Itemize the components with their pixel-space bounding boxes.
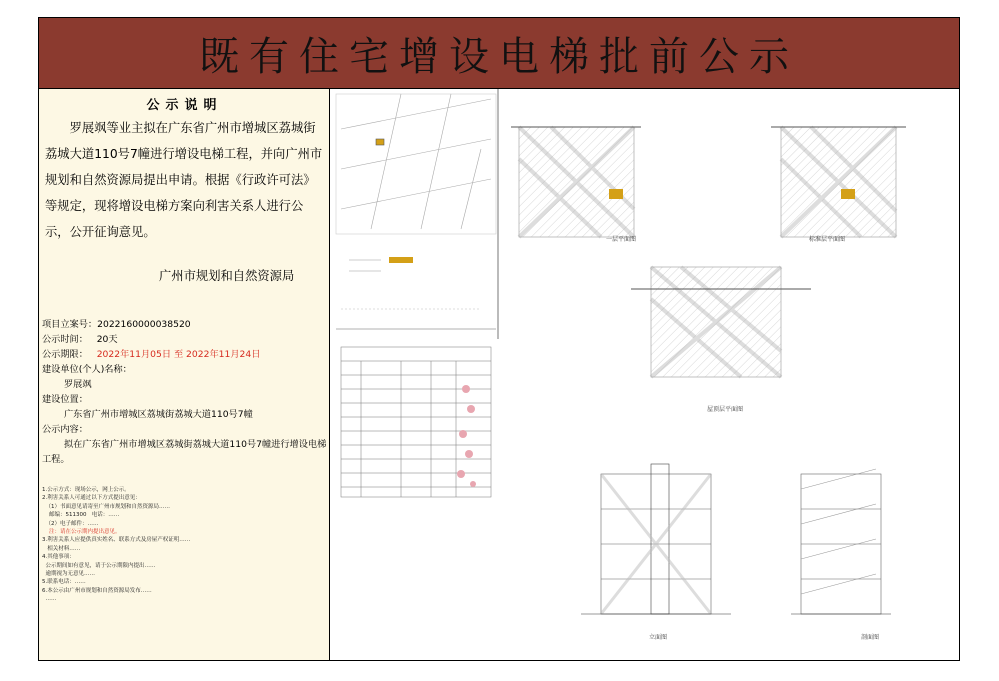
- fine-print-notes: 1.公示方式：现场公示，网上公示。 2.利害关系人可通过以下方式提出意见： （1）书面意见请寄至广州市规划和自然资源局…… 邮编：511300 电话：…… （2）电子邮件：…… 注：请在公示期内提出意见。 3.利害关系人应提供真实姓名、联系方式及房屋产权证明…… 相关材料…… 4.其他事项： 公示期间如有意见，请于公示期限内提出…… 逾期视为无意见…… 5.联系电话：…… 6.本公示由广州市规划和自然资源局发布…… ……: [42, 487, 191, 603]
- architectural-drawings: [331, 89, 959, 660]
- location-label: 建设位置：: [42, 394, 88, 405]
- page-title: 既有住宅增设电梯批前公示: [38, 17, 960, 89]
- applicant: 罗展飒: [64, 379, 92, 390]
- section-drawing: [791, 469, 891, 641]
- range: 2022年11月05日 至 2022年11月24日: [96, 349, 261, 360]
- floor-plan-roof: [631, 267, 811, 413]
- period-label: 公示时间：: [42, 334, 88, 345]
- content-label: 公示内容：: [42, 424, 88, 435]
- label-std: 标准层平面图: [809, 236, 846, 243]
- location: 广东省广州市增城区荔城街荔城大道110号7幢: [64, 409, 253, 420]
- notice-body: 罗展飒等业主拟在广东省广州市增城区荔城街荔城大道110号7幢进行增设电梯工程，并向广州市规划和自然资源局提出申请。根据《行政许可法》等规定，现将增设电梯方案向利害关系人进行公示，公开征询意见。: [45, 121, 323, 239]
- drawings-panel: [331, 89, 959, 660]
- notice-panel: [39, 89, 330, 660]
- project-info: [42, 317, 328, 467]
- site-plan: [336, 94, 496, 329]
- range-label: 公示期限：: [42, 349, 88, 360]
- elevation-drawing: [581, 464, 731, 641]
- floor-plan-standard: [771, 127, 906, 243]
- label-section: 剖面图: [861, 634, 880, 641]
- applicant-label: 建设单位(个人)名称：: [42, 364, 132, 375]
- issuer: 广州市规划和自然资源局: [159, 269, 295, 283]
- notice-title: 公示说明: [146, 98, 223, 113]
- label-roof: 屋顶层平面图: [707, 406, 744, 413]
- label-1f: 一层平面图: [606, 236, 637, 243]
- period: 20天: [96, 334, 118, 345]
- project-no-label: 项目立案号：: [42, 319, 98, 330]
- project-no: 2022160000038520: [97, 319, 191, 330]
- content: 拟在广东省广州市增城区荔城街荔城大道110号7幢进行增设电梯工程。: [42, 439, 327, 465]
- floor-plan-1: [511, 127, 641, 243]
- owners-table: [341, 347, 491, 497]
- label-elevation: 立面图: [649, 634, 668, 641]
